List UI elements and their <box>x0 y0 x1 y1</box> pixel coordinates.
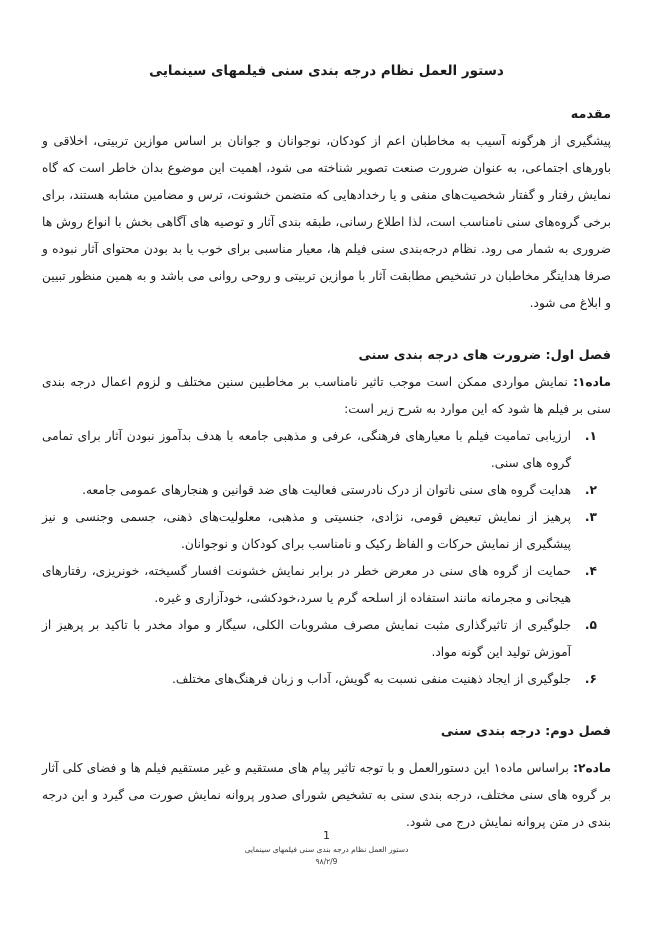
page-footer <box>0 829 653 868</box>
list-item <box>42 666 597 693</box>
article1-label: ماده۱: <box>573 375 611 389</box>
list-item <box>42 477 597 504</box>
list-item-text: پرهیز از نمایش تبعیض قومی، نژادی، جنسیتی و مذهبی، معلولیت‌های ذهنی، جسمی وجنسی و نیز پیشگیری از نمایش حرکات و الفاظ رکیک و نامناسب برای کودکان و نوجوانان. <box>42 510 571 551</box>
list-item-text: ارزیابی تمامیت فیلم با معیارهای فرهنگی، عرفی و مذهبی جامعه با هدف بدآموز نبودن آثار برای تمامی گروه های سنی. <box>42 429 571 470</box>
list-item-text: هدایت گروه های سنی ناتوان از درک نادرستی فعالیت های ضد قوانین و هنجارهای عمومی جامعه. <box>82 483 571 497</box>
list-item-number: ۵. <box>584 618 597 632</box>
chapter2-article <box>42 755 611 836</box>
page-number: 1 <box>323 829 330 842</box>
footer-doc-title: دستور العمل نظام درجه بندی سنی فیلمهای سینمایی <box>244 845 409 854</box>
list-item-number: ۳. <box>584 510 597 524</box>
chapter1-article <box>42 369 611 423</box>
page-title: دستور العمل نظام درجه بندی سنی فیلمهای سینمایی <box>149 63 504 79</box>
intro-paragraph: پیشگیری از هرگونه آسیب به مخاطبان اعم از کودکان، نوجوانان و جوانان بر اساس موازین تربیتی، اخلاقی و باورهای اجتماعی، به عنوان ضرورت صنعت تصویر شناخته می شود، اهمیت این موضوع بدان خاطر است که گاه نمایش رفتار و گفتار شخصیت‌های منفی و یا رخدادهایی که متضمن خشونت، ترس و مضامین مشابه هستند، برای برخی گروه‌های سنی نامناسب است، لذا اطلاع رسانی، طبقه بندی آثار و توصیه های آگاهی بخش با انواع روش ها ضروری به شمار می رود. نظام درجه‌بندی سنی فیلم ها، معیار مناسبی برای خوب یا بد بودن محتوای آثار نبوده و صرفا هدایتگر مخاطبان در تشخیص مطابقت آثار با موازین تربیتی و روحی روانی می باشد و به همین منظور تبیین و ابلاغ می شود. <box>42 134 611 310</box>
article2-label: ماده۲: <box>573 761 612 775</box>
article1-text: نمایش مواردی ممکن است موجب تاثیر نامناسب بر مخاطبین سنین مختلف و لزوم اعمال درجه بندی سنی بر فیلم ها شود که این موارد به شرح زیر است: <box>42 375 611 416</box>
list-item-number: ۲. <box>584 483 597 497</box>
list-item <box>42 612 597 666</box>
chapter2-heading: فصل دوم: درجه بندی سنی <box>440 724 611 739</box>
list-item <box>42 558 597 612</box>
list-item-text: جلوگیری از تاثیرگذاری مثبت نمایش مصرف مشروبات الکلی، سیگار و مواد مخدر با تاکید بر پرهیز از آموزش تولید این گونه مواد. <box>42 618 571 659</box>
list-item-number: ۶. <box>584 672 597 686</box>
list-item <box>42 504 597 558</box>
list-item-number: ۴. <box>584 564 597 578</box>
list-item-text: جلوگیری از ایجاد ذهنیت منفی نسبت به گویش، آداب و زبان فرهنگ‌های مختلف. <box>172 672 571 686</box>
intro-heading: مقدمه <box>570 107 611 122</box>
list-item-number: ۱. <box>584 429 597 443</box>
article2-text: براساس ماده۱ این دستورالعمل و با توجه تاثیر پیام های مستقیم و غیر مستقیم فیلم ها و فضای کلی آثار بر گروه های سنی مختلف، درجه بندی سنی به تشخیص شورای صدور پروانه نمایش صورت می گیرد و این درجه بندی در متن پروانه نمایش درج می شود. <box>42 761 611 829</box>
list-item <box>42 423 597 477</box>
chapter1-heading: فصل اول: ضرورت های درجه بندی سنی <box>358 348 611 363</box>
necessities-list <box>42 423 611 693</box>
footer-date: ۹۸/۲/9 <box>315 857 338 866</box>
list-item-text: حمایت از گروه های سنی در معرض خطر در برابر نمایش خشونت افسار گسیخته، خونریزی، رفتارهای هیجانی و مجرمانه مانند استفاده از اسلحه گرم یا سرد،خودکشی، خودآزاری و غیره. <box>42 564 571 605</box>
